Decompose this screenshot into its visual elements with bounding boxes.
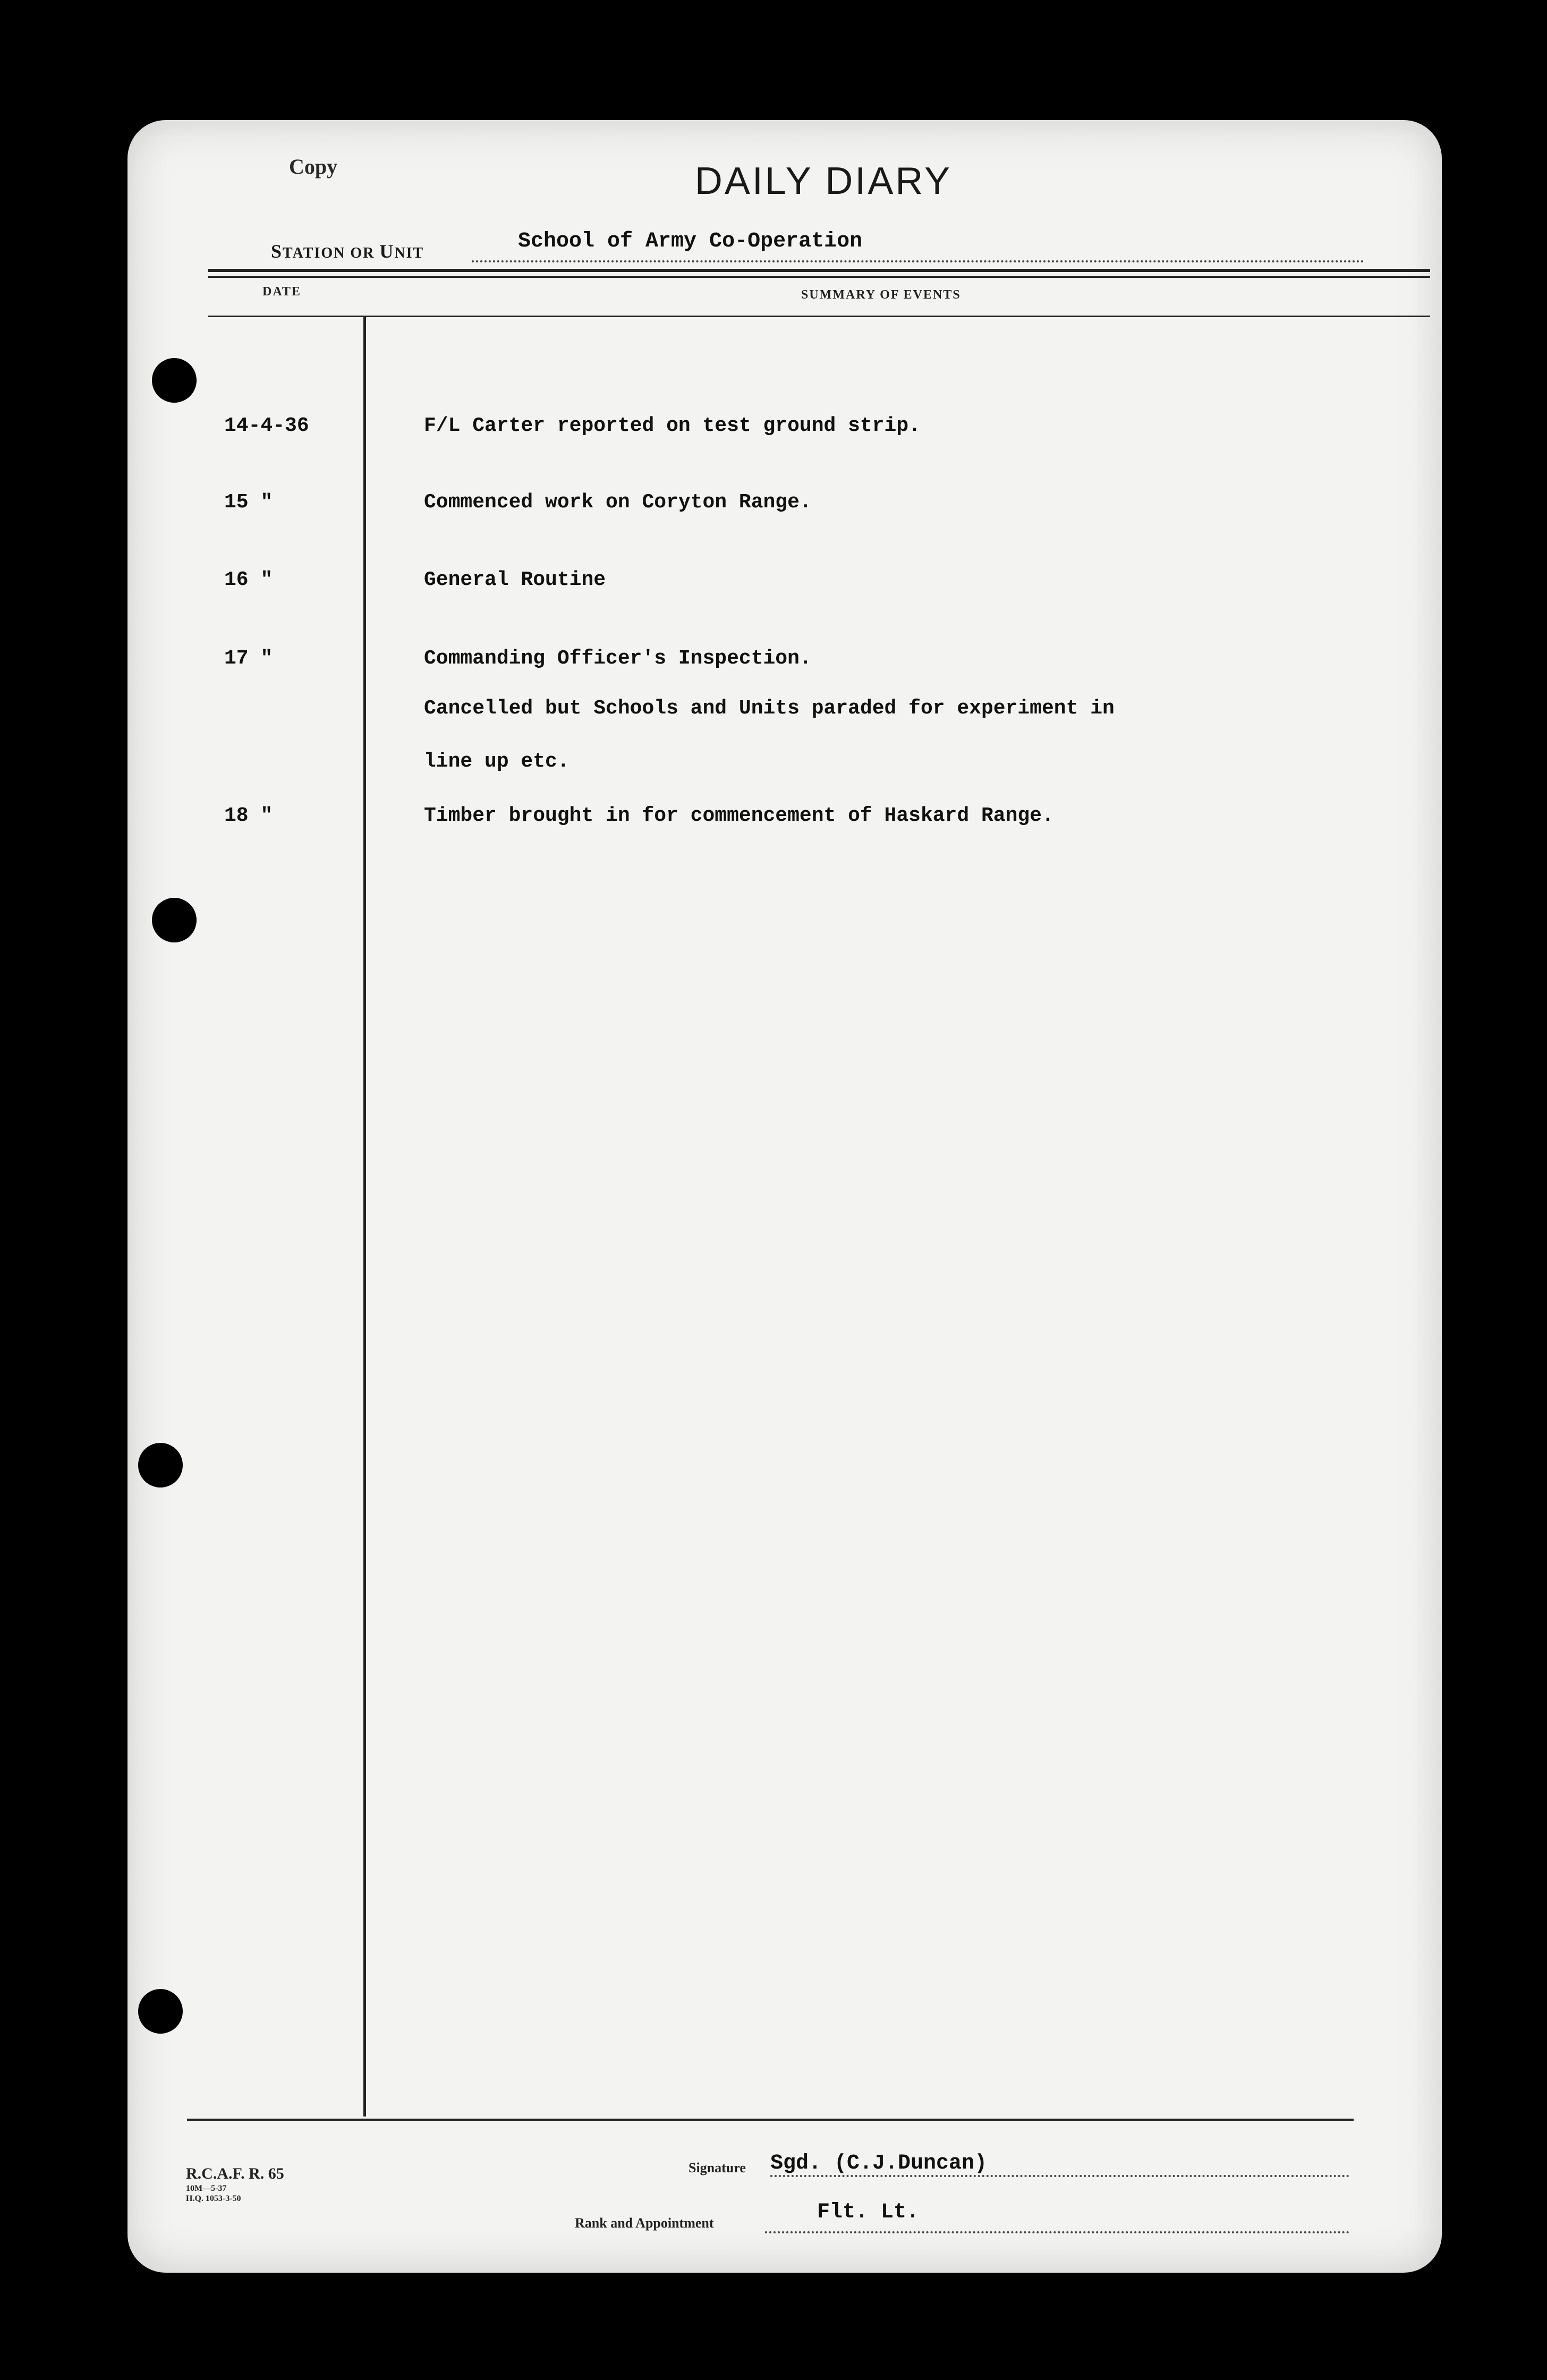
signature-value: Sgd. (C.J.Duncan) (770, 2152, 988, 2175)
form-number: R.C.A.F. R. 65 (186, 2165, 284, 2182)
entry-date: 18 " (224, 804, 273, 827)
footer-rule (187, 2119, 1354, 2121)
entry-text: Timber brought in for commencement of Haskard Range. (424, 804, 1054, 827)
rank-value: Flt. Lt. (817, 2200, 920, 2224)
entry-date: 14-4-36 (224, 414, 309, 437)
rank-dotted-line (765, 2231, 1349, 2233)
entry-date: 17 " (224, 647, 273, 670)
punch-hole (152, 898, 197, 942)
entry-text: Commenced work on Coryton Range. (424, 491, 812, 514)
header-rule-thin (208, 276, 1430, 278)
entry-date: 16 " (224, 568, 273, 591)
diary-page (128, 120, 1442, 2273)
entry-text: General Routine (424, 568, 606, 591)
signature-label: Signature (688, 2160, 746, 2175)
form-hq-ref: H.Q. 1053-3-50 (186, 2194, 241, 2204)
punch-hole (138, 1443, 183, 1488)
punch-hole (138, 1989, 183, 2034)
punch-hole (152, 358, 197, 403)
form-print-run: 10M—5-37 (186, 2184, 227, 2193)
summary-column-header: SUMMARY OF EVENTS (801, 288, 961, 302)
station-value: School of Army Co-Operation (518, 230, 863, 253)
page-title: DAILY DIARY (694, 160, 953, 202)
entry-date: 15 " (224, 491, 273, 514)
copy-label: Copy (289, 155, 338, 178)
date-column-header: DATE (262, 285, 301, 299)
entry-text: Commanding Officer's Inspection. (424, 647, 812, 670)
rank-label: Rank and Appointment (575, 2215, 714, 2231)
station-label: STATION OR UNIT (271, 241, 424, 262)
station-dotted-line (472, 260, 1364, 262)
entry-text: F/L Carter reported on test ground strip. (424, 414, 921, 437)
form-code (186, 2164, 284, 2204)
entry-text: Cancelled but Schools and Units paraded for experiment in (424, 697, 1115, 720)
column-divider (363, 316, 366, 2116)
entry-text: line up etc. (424, 750, 570, 773)
header-rule (208, 269, 1430, 272)
column-head-rule (208, 316, 1430, 317)
